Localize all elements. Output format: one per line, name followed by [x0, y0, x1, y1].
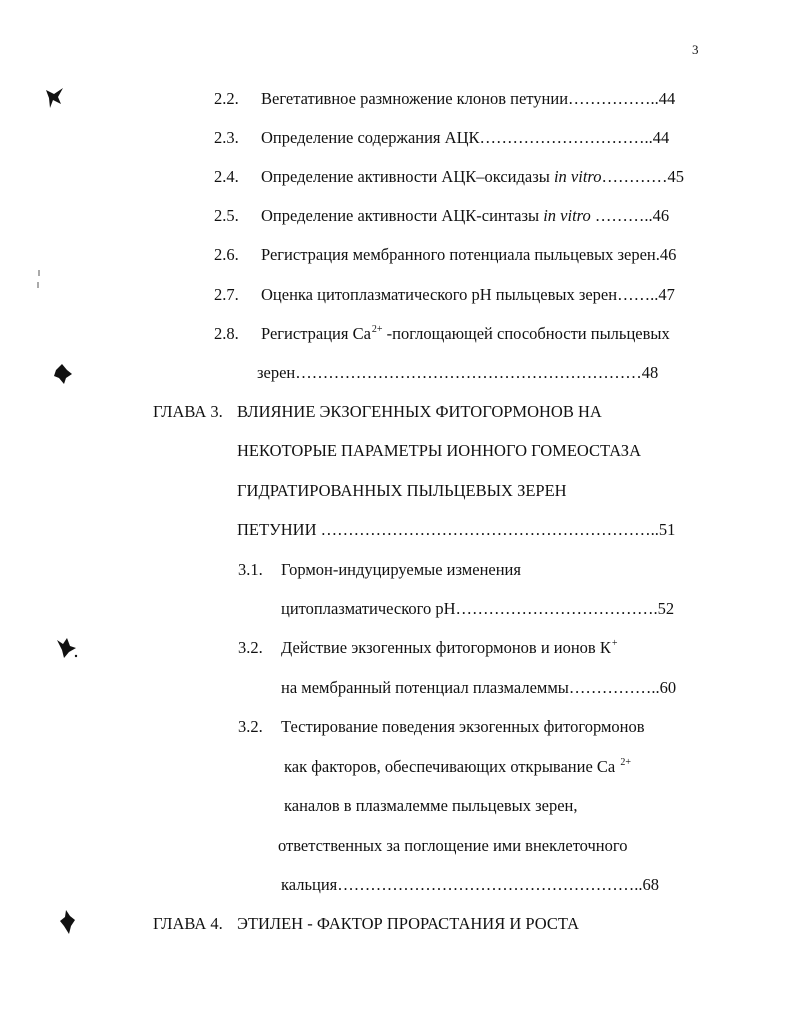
- entry-text: [261, 206, 669, 226]
- entry-text-main: Определение активности АЦК–оксидазы: [261, 167, 554, 186]
- entry-text: Определение содержания АЦК…………………………..44: [261, 128, 670, 147]
- entry-text-continuation: на мембранный потенциал плазмалеммы……………..60: [281, 678, 677, 697]
- entry-text: Оценка цитоплазматического рН пыльцевых зерен……..47: [261, 285, 675, 304]
- entry-text: Тестирование поведения экзогенных фитогормонов: [281, 717, 645, 736]
- chapter-title-line: ГИДРАТИРОВАННЫХ ПЫЛЬЦЕВЫХ ЗЕРЕН: [237, 481, 567, 500]
- entry-text-continuation: кальция………………………………………………..68: [281, 875, 659, 894]
- chapter-label: ГЛАВА 4.: [153, 914, 223, 933]
- entry-text-italic: in vitro: [553, 167, 602, 186]
- entry-number: 3.2.: [238, 638, 263, 657]
- entry-text-leader: …………45: [601, 167, 684, 186]
- entry-text-main: как факторов, обеспечивающих открывание Ca: [284, 757, 620, 776]
- entry-number: 3.2.: [238, 717, 263, 736]
- entry-text-continuation: цитоплазматического рН……………………………….52: [281, 599, 675, 618]
- entry-text: [281, 638, 618, 661]
- entry-text: Гормон-индуцируемые изменения: [281, 560, 521, 579]
- entry-text-leader: ………..46: [590, 206, 670, 225]
- chapter-title-line: ВЛИЯНИЕ ЭКЗОГЕННЫХ ФИТОГОРМОНОВ НА: [237, 402, 602, 421]
- entry-number: 2.8.: [214, 324, 239, 343]
- ink-blot-icon: [58, 908, 78, 936]
- entry-text-continuation: зерен………………………………………………………48: [257, 363, 659, 382]
- entry-text: Регистрация мембранного потенциала пыльцевых зерен.46: [261, 245, 677, 264]
- entry-number: 2.6.: [214, 245, 239, 264]
- entry-text-italic: in vitro: [543, 206, 591, 225]
- entry-text-main: Действие экзогенных фитогормонов и ионов К: [281, 638, 611, 657]
- entry-text: [261, 324, 670, 347]
- entry-number: 2.4.: [214, 167, 239, 186]
- entry-text-continuation: [284, 757, 631, 780]
- entry-text-continuation: ответственных за поглощение ими внеклеточного: [278, 836, 628, 855]
- entry-text: Вегетативное размножение клонов петунии……………..44: [261, 89, 676, 108]
- entry-text-main: Определение активности АЦК-синтазы: [261, 206, 544, 225]
- entry-number: 2.7.: [214, 285, 239, 304]
- entry-text-continuation: каналов в плазмалемме пыльцевых зерен,: [284, 796, 578, 815]
- ink-mark-icon: [36, 268, 42, 290]
- chapter-title-line: ПЕТУНИИ ……………………………………………………..51: [237, 520, 676, 539]
- superscript: 2+: [371, 324, 383, 335]
- entry-text: [261, 167, 684, 187]
- entry-text-main: Регистрация Ca: [261, 324, 371, 343]
- superscript: 2+: [620, 757, 632, 768]
- entry-number: 2.2.: [214, 89, 239, 108]
- chapter-title-line: НЕКОТОРЫЕ ПАРАМЕТРЫ ИОННОГО ГОМЕОСТАЗА: [237, 441, 641, 460]
- ink-blot-icon: [44, 86, 66, 110]
- superscript: +: [611, 638, 618, 649]
- entry-number: 2.5.: [214, 206, 239, 225]
- page-number: 3: [692, 42, 699, 57]
- chapter-title-line: ЭТИЛЕН - ФАКТОР ПРОРАСТАНИЯ И РОСТА: [237, 914, 580, 933]
- chapter-label: ГЛАВА 3.: [153, 402, 223, 421]
- entry-number: 2.3.: [214, 128, 239, 147]
- ink-blot-icon: [52, 362, 74, 386]
- entry-number: 3.1.: [238, 560, 263, 579]
- ink-blot-icon: [54, 634, 80, 660]
- entry-text-rest: -поглощающей способности пыльцевых: [382, 324, 670, 343]
